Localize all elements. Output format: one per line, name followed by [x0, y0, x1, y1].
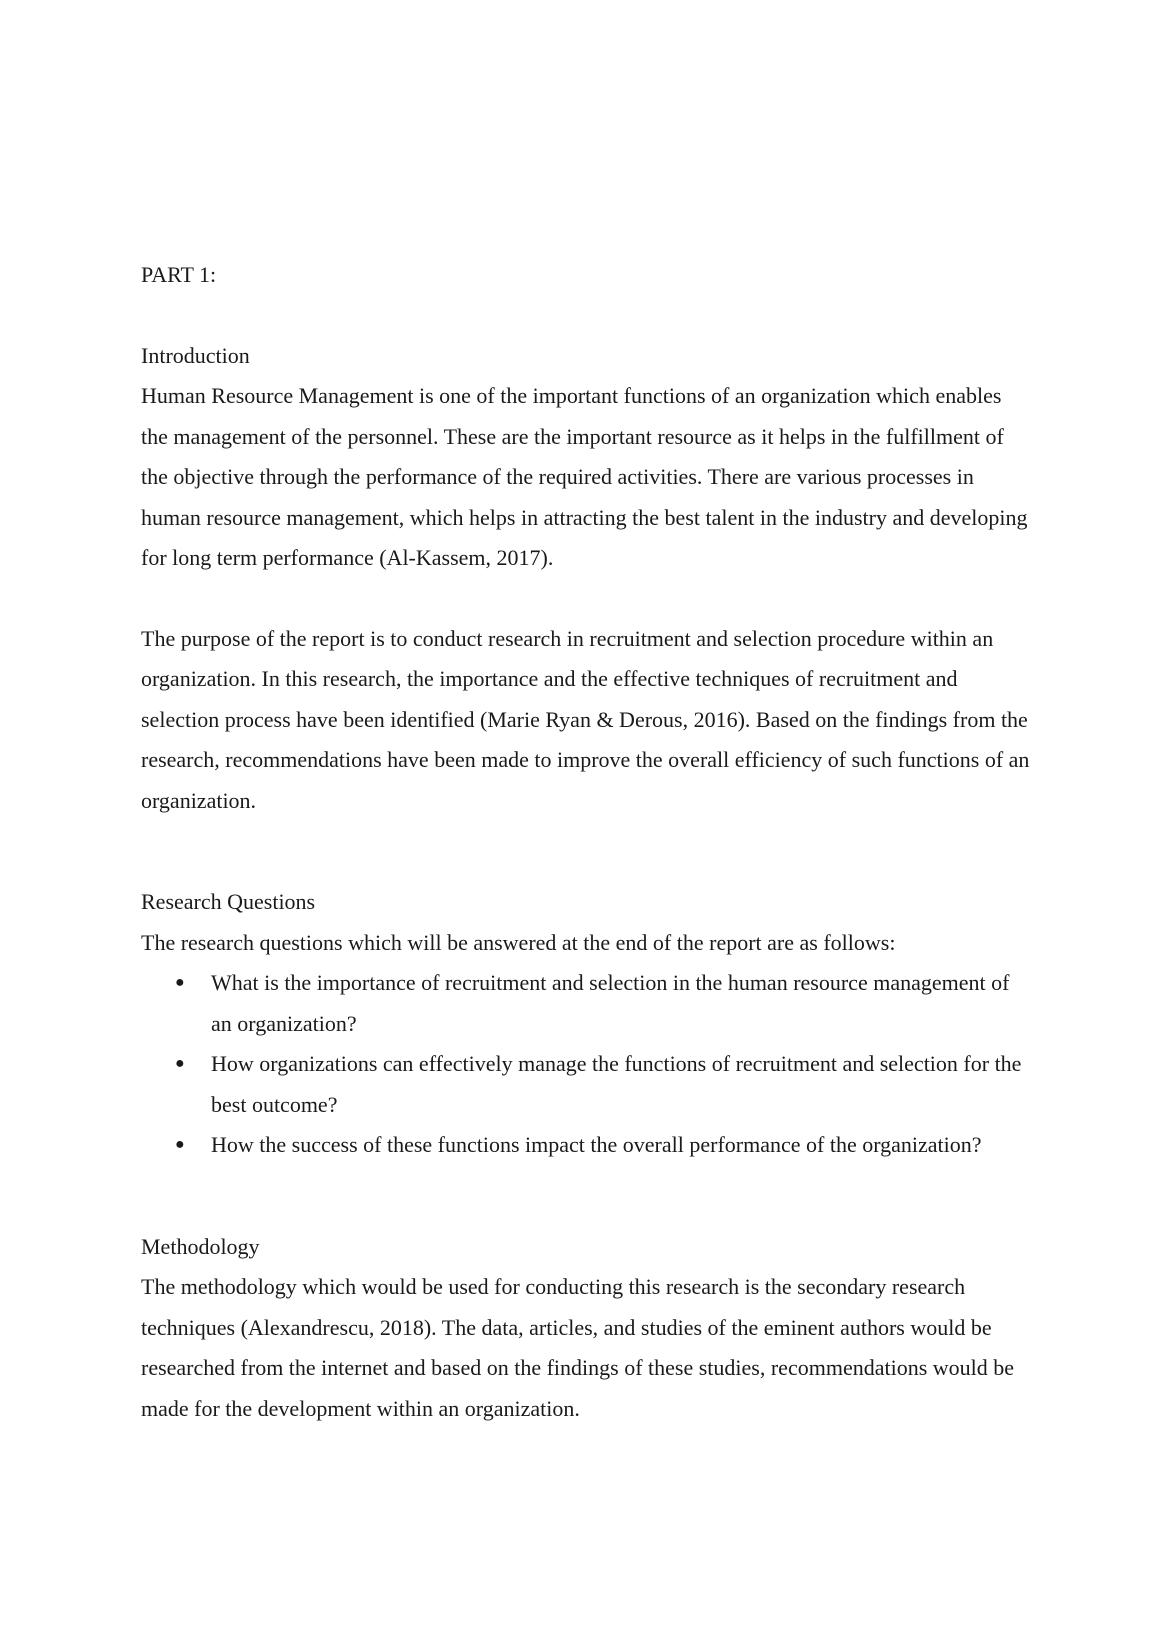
bullet-icon: ●	[175, 1055, 185, 1072]
methodology-heading: Methodology	[141, 1233, 260, 1259]
research-questions-list	[141, 963, 1031, 1166]
section-spacer	[141, 821, 1031, 882]
list-item	[141, 1044, 1031, 1125]
introduction-heading: Introduction	[141, 342, 250, 368]
research-question-1: What is the importance of recruitment and selection in the human resource management of an organization?	[211, 970, 1010, 1036]
list-item	[141, 963, 1031, 1044]
research-question-2: How organizations can effectively manage the functions of recruitment and selection for the best outcome?	[211, 1051, 1022, 1117]
research-question-3: How the success of these functions impact the overall performance of the organization?	[211, 1132, 982, 1157]
research-questions-heading: Research Questions	[141, 889, 316, 914]
part-title: PART 1:	[141, 262, 217, 287]
paragraph-spacer	[141, 579, 1031, 619]
research-questions-intro: The research questions which will be answered at the end of the report are as follows:	[141, 929, 896, 955]
methodology-paragraph: The methodology which would be used for conducting this research is the secondary research techniques (Alexandrescu, 2018). The data, articles, and studies of the eminent authors would be researched from the internet and based on the findings of these studies, recommendations would be made for the development within an organization.	[141, 1274, 1015, 1421]
bullet-icon: ●	[175, 1136, 185, 1153]
introduction-paragraph-2: The purpose of the report is to conduct research in recruitment and selection procedure within an organization. In this research, the importance and the effective techniques of recruitment and selection process have been identified (Marie Ryan & Derous, 2016). Based on the findings from the research, recommendations have been made to improve the overall efficiency of such functions of an organization.	[141, 625, 1030, 813]
introduction-paragraph-1: Human Resource Management is one of the important functions of an organization which enables the management of the personnel. These are the important resource as it helps in the fulfillment of the objective through the performance of the required activities. There are various processes in human resource management, which helps in attracting the best talent in the industry and developing for long term performance (Al-Kassem, 2017).	[141, 383, 1028, 570]
list-item	[141, 1125, 1031, 1166]
section-spacer	[141, 1166, 1031, 1227]
bullet-icon: ●	[175, 974, 185, 991]
document-body	[141, 255, 1031, 1429]
